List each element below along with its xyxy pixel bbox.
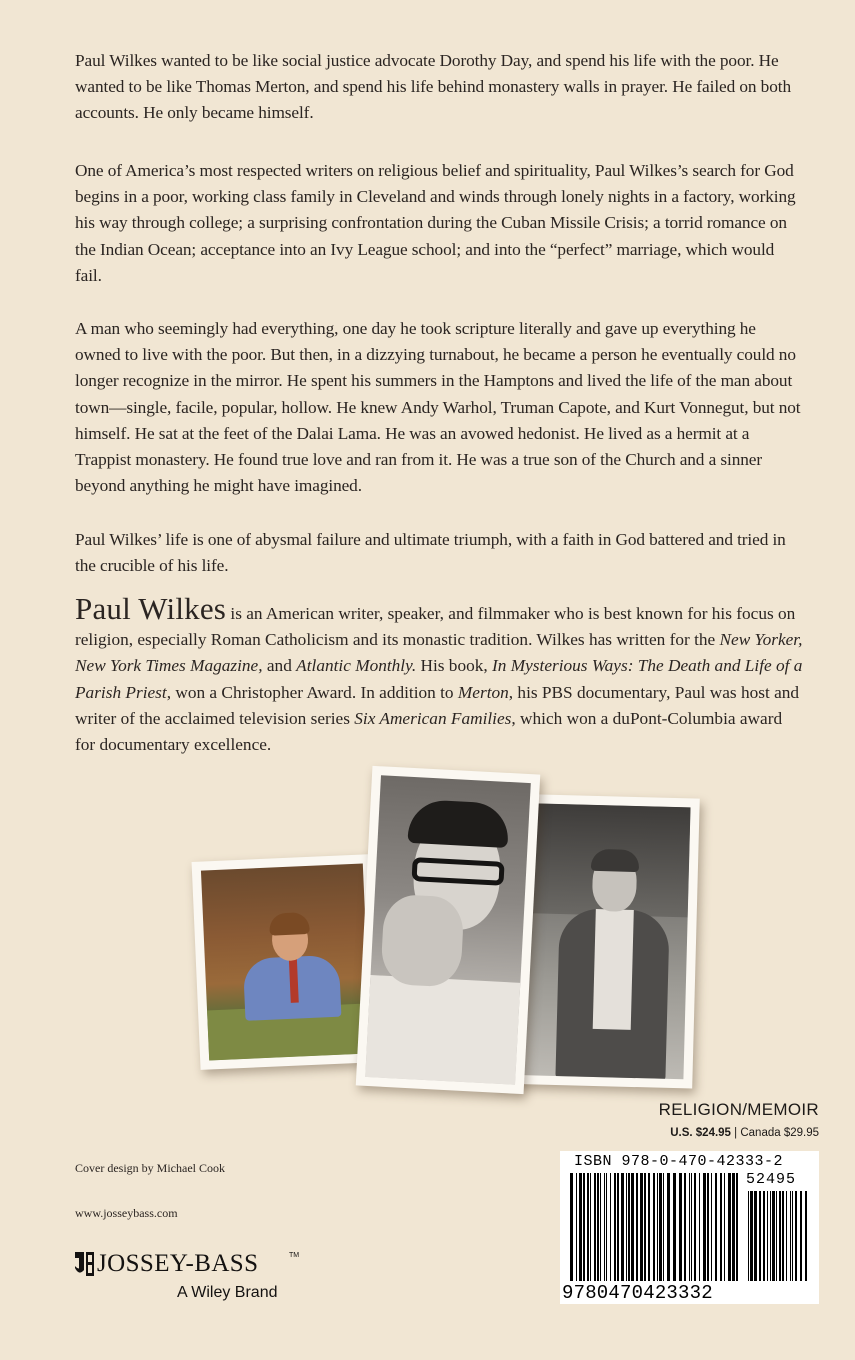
barcode-price-code: 52495 bbox=[746, 1171, 797, 1188]
bio-italic-publications: New Yorker, New York Times Magazine, bbox=[75, 630, 803, 676]
price-label bbox=[670, 1127, 819, 1139]
barcode-bars-main bbox=[570, 1173, 738, 1281]
bio-text: , which won a duPont-Columbia award for documentary excellence. bbox=[75, 708, 783, 755]
blurb-paragraph-3: A man who seemingly had everything, one day he took scripture literally and gave up everything he owned to live with the poor. But then, in a dizzying turnabout, he became a person he eventually could no longer recognize in the mirror. He spent his summers in the Hamptons and lived the life of the man about town—single, facile, popular, hollow. He knew Andy Warhol, Truman Capote, and Kurt Vonnegut, but not himself. He sat at the feet of the Dalai Lama. He was an avowed hedonist. He lived as a hermit at a Trappist monastery. He found true love and ran from it. He was a true son of the Church and a sinner beyond anything he might have imagined. bbox=[75, 319, 801, 496]
publisher-website: www.josseybass.com bbox=[75, 1206, 178, 1220]
trademark-symbol: TM bbox=[289, 1252, 300, 1259]
photo-man-with-glasses bbox=[356, 766, 541, 1094]
publisher-tagline: A Wiley Brand bbox=[177, 1284, 278, 1301]
author-bio bbox=[75, 591, 805, 758]
bio-text: is an American writer, speaker, and filmmaker who is best known for his focus on religion, especially Roman Catholicism and its monastic tradition. Wilkes has written for the bbox=[75, 604, 796, 650]
photo-young-man-writing bbox=[192, 854, 381, 1070]
bio-text: His book, bbox=[416, 656, 493, 676]
author-name: Paul Wilkes bbox=[75, 591, 227, 626]
category-label: RELIGION/MEMOIR bbox=[658, 1100, 819, 1119]
isbn-number: ISBN 978-0-470-42333-2 bbox=[574, 1153, 784, 1170]
barcode-bars-addon bbox=[748, 1191, 810, 1281]
publisher-name: JOSSEY-BASS bbox=[97, 1250, 259, 1277]
ean-number: 9780470423332 bbox=[562, 1282, 713, 1304]
publisher-logo bbox=[75, 1250, 305, 1310]
blurb-paragraph-2: One of America’s most respected writers on religious belief and spirituality, Paul Wilkes’s search for God begins in a poor, working class family in Cleveland and winds through lonely nights in a factory, working his way through college; a surprising confrontation during the Cuban Missile Crisis; a torrid romance on the Indian Ocean; acceptance into an Ivy League school; and into the “perfect” marriage, which would fail. bbox=[75, 161, 796, 285]
bio-italic-book-title: In Mysterious Ways: The Death and Life of a Parish Priest bbox=[75, 656, 803, 702]
bio-italic-atlantic: Atlantic Monthly. bbox=[296, 656, 417, 676]
cover-design-credit: Cover design by Michael Cook bbox=[75, 1161, 225, 1175]
price-us: U.S. $24.95 bbox=[670, 1127, 731, 1139]
bio-italic-series: Six American Families bbox=[354, 708, 512, 728]
bio-text: , won a Christopher Award. In addition to bbox=[166, 682, 458, 702]
price-separator: | bbox=[730, 1127, 741, 1139]
bio-italic-merton: Merton bbox=[457, 682, 509, 702]
isbn-barcode bbox=[560, 1151, 819, 1304]
bio-text: , his PBS documentary, Paul was host and writer of the acclaimed television series bbox=[75, 682, 800, 728]
blurb-paragraph-4: Paul Wilkes’ life is one of abysmal failure and ultimate triumph, with a faith in God battered and tried in the crucible of his life. bbox=[75, 530, 786, 576]
blurb-paragraph-1: Paul Wilkes wanted to be like social justice advocate Dorothy Day, and spend his life with the poor. He wanted to be like Thomas Merton, and spend his life behind monastery walls in prayer. He failed on both accounts. He only became himself. bbox=[75, 51, 791, 123]
jossey-bass-mark-icon bbox=[75, 1252, 95, 1276]
price-canada: Canada $29.95 bbox=[740, 1127, 819, 1139]
bio-text: and bbox=[262, 656, 297, 676]
